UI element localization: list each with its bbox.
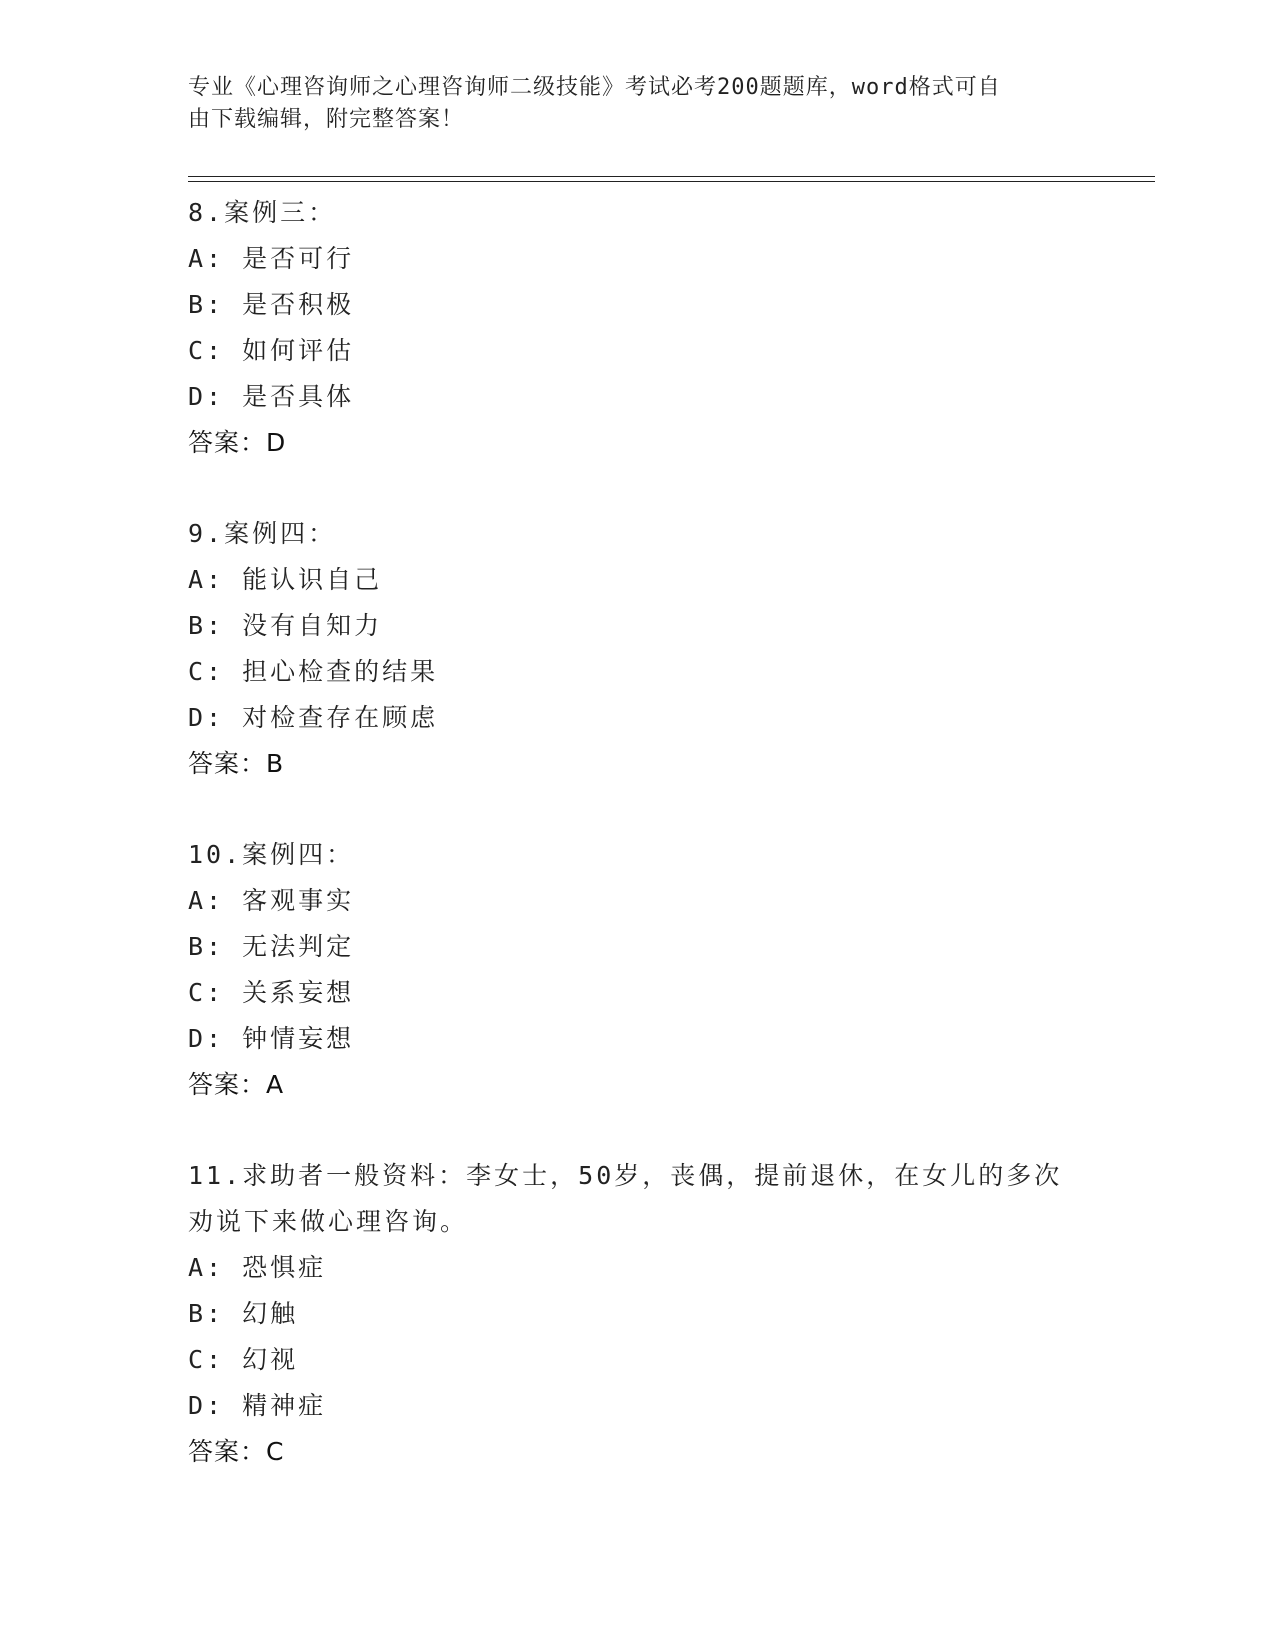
option-b: B: 幻触 [188, 1299, 299, 1328]
header-line-2: 由下载编辑，附完整答案！ [188, 107, 465, 132]
header-divider-top [188, 176, 1155, 177]
answer-line: 答案：A [188, 1070, 285, 1099]
question-stem: 10.案例四： [188, 840, 355, 869]
question-list [188, 190, 1148, 1520]
option-d: D: 对检查存在顾虑 [188, 703, 439, 732]
option-c: C: 如何评估 [188, 336, 355, 365]
question-10 [188, 832, 1148, 1108]
option-d: D: 精神症 [188, 1391, 327, 1420]
question-stem: 8.案例三： [188, 198, 337, 227]
option-b: B: 没有自知力 [188, 611, 383, 640]
question-8 [188, 190, 1148, 466]
answer-line: 答案：C [188, 1437, 285, 1466]
question-stem: 11.求助者一般资料：李女士，50岁，丧偶，提前退休，在女儿的多次劝说下来做心理咨询。 [188, 1161, 1063, 1236]
option-c: C: 关系妄想 [188, 978, 355, 1007]
option-b: B: 是否积极 [188, 290, 355, 319]
option-c: C: 担心检查的结果 [188, 657, 439, 686]
option-d: D: 是否具体 [188, 382, 355, 411]
option-a: A: 是否可行 [188, 244, 355, 273]
question-stem: 9.案例四： [188, 519, 337, 548]
option-c: C: 幻视 [188, 1345, 299, 1374]
header-divider-bottom [188, 181, 1155, 182]
answer-line: 答案：D [188, 428, 287, 457]
option-a: A: 恐惧症 [188, 1253, 327, 1282]
option-b: B: 无法判定 [188, 932, 355, 961]
option-d: D: 钟情妄想 [188, 1024, 355, 1053]
option-a: A: 客观事实 [188, 886, 355, 915]
document-header [188, 72, 1088, 136]
question-9 [188, 511, 1148, 787]
option-a: A: 能认识自己 [188, 565, 383, 594]
question-11 [188, 1153, 1148, 1475]
answer-line: 答案：B [188, 749, 285, 778]
header-line-1: 专业《心理咨询师之心理咨询师二级技能》考试必考200题题库，word格式可自 [188, 75, 1001, 100]
